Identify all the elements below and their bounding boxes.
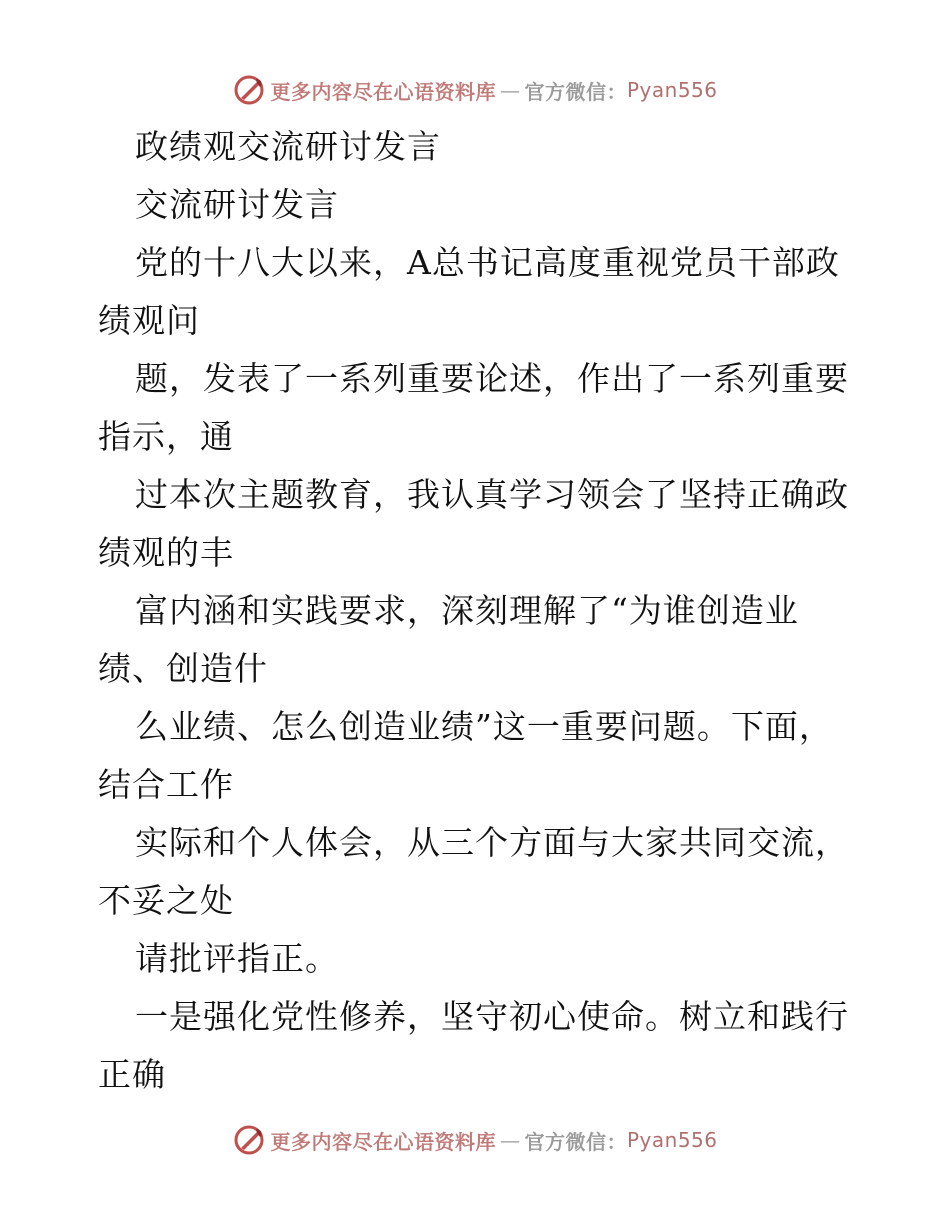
text-line: 指示，通: [98, 417, 234, 456]
text-line: 绩、创造什: [98, 649, 268, 688]
document-body: [98, 118, 858, 1104]
text-line: 党的十八大以来，A总书记高度重视党员干部政: [135, 243, 840, 282]
text-line: 正确: [98, 1055, 166, 1094]
text-line: 交流研讨发言: [135, 185, 339, 224]
text-line: 绩观问: [98, 301, 200, 340]
text-line: 么业绩、怎么创造业绩”这一重要问题。下面，: [135, 707, 833, 746]
quill-logo-icon: [232, 73, 266, 107]
text-line: 不妥之处: [98, 881, 234, 920]
watermark-main-text: 更多内容尽在心语资料库: [270, 79, 496, 104]
watermark-wechat-id: Pyan556: [626, 78, 718, 102]
text-line: 绩观的丰: [98, 533, 234, 572]
text-line: 过本次主题教育，我认真学习领会了坚持正确政: [135, 475, 849, 514]
text-line: 政绩观交流研讨发言: [135, 127, 441, 166]
text-line: 结合工作: [98, 765, 234, 804]
footer-watermark: [0, 1120, 950, 1160]
watermark-separator: —: [499, 1128, 521, 1152]
watermark-wechat-id: Pyan556: [626, 1128, 718, 1152]
watermark-wechat-label: 官方微信：: [524, 1129, 627, 1154]
header-watermark: [0, 70, 950, 110]
text-line: 一是强化党性修养，坚守初心使命。树立和践行: [135, 997, 849, 1036]
watermark-main-text: 更多内容尽在心语资料库: [270, 1129, 496, 1154]
text-line: 实际和个人体会，从三个方面与大家共同交流，: [135, 823, 849, 862]
quill-logo-icon: [232, 1123, 266, 1157]
text-line: 题，发表了一系列重要论述，作出了一系列重要: [135, 359, 849, 398]
text-line: 富内涵和实践要求，深刻理解了“为谁创造业: [135, 591, 799, 630]
text-line: 请批评指正。: [135, 939, 339, 978]
watermark-wechat-label: 官方微信：: [524, 79, 627, 104]
watermark-separator: —: [499, 78, 521, 102]
